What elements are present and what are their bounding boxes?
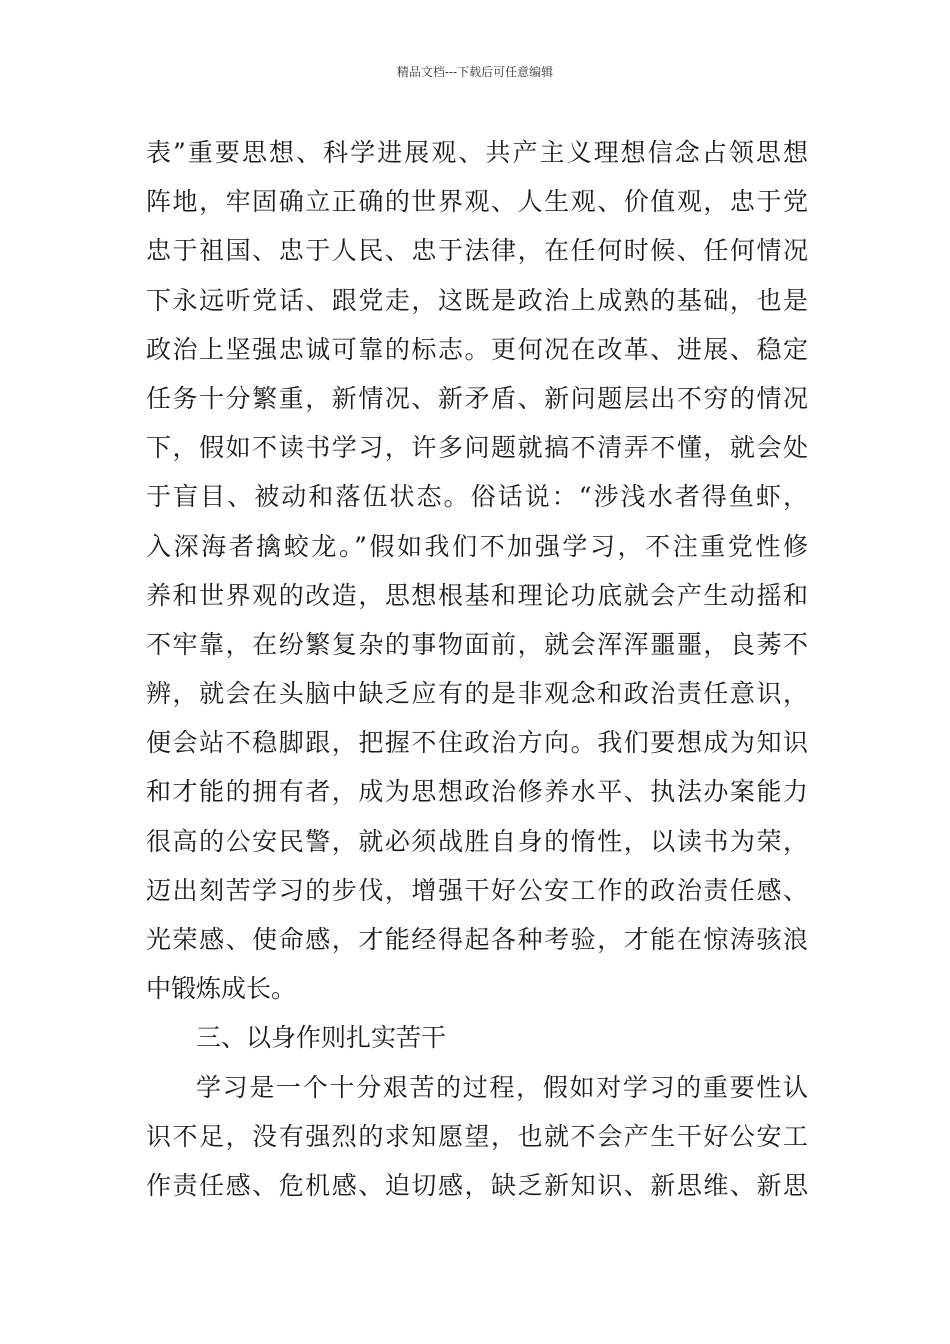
paragraph-line: 下，假如不读书学习，许多问题就搞不清弄不懂，就会处 (146, 433, 808, 463)
paragraph-line: 很高的公安民警，就必须战胜自身的惰性，以读书为荣， (146, 826, 808, 856)
page-header: 精品文档---下载后可任意编辑 (396, 65, 554, 79)
paragraph-line: 便会站不稳脚跟，把握不住政治方向。我们要想成为知识 (146, 728, 808, 758)
paragraph-line: 表”重要思想、科学进展观、共产主义理想信念占领思想 (146, 138, 808, 167)
paragraph-line: 识不足，没有强烈的求知愿望，也就不会产生干好公安工 (146, 1121, 808, 1151)
paragraph-line: 阵地，牢固确立正确的世界观、人生观、价值观，忠于党 (146, 187, 808, 217)
paragraph-line: 辨，就会在头脑中缺乏应有的是非观念和政治责任意识， (146, 679, 808, 709)
paragraph-line: 不牢靠，在纷繁复杂的事物面前，就会浑浑噩噩，良莠不 (146, 629, 808, 659)
paragraph-line: 入深海者擒蛟龙。”假如我们不加强学习，不注重党性修 (146, 531, 808, 561)
paragraph-line: 学习是一个十分艰苦的过程，假如对学习的重要性认 (196, 1072, 808, 1102)
paragraph-line: 光荣感、使命感，才能经得起各种考验，才能在惊涛骇浪 (146, 925, 808, 954)
paragraph-line: 忠于祖国、忠于人民、忠于法律，在任何时候、任何情况 (146, 236, 808, 266)
paragraph-line: 下永远听党话、跟党走，这既是政治上成熟的基础，也是 (146, 285, 808, 315)
document-body (146, 128, 808, 1210)
paragraph-line: 和才能的拥有者，成为思想政治修养水平、执法办案能力 (146, 777, 808, 807)
paragraph-line: 政治上坚强忠诚可靠的标志。更何况在改革、进展、稳定 (146, 334, 808, 364)
paragraph-line: 任务十分繁重，新情况、新矛盾、新问题层出不穷的情况 (146, 383, 808, 413)
paragraph-line: 于盲目、被动和落伍状态。俗话说：“涉浅水者得鱼虾， (146, 482, 808, 512)
paragraph-line: 中锻炼成长。 (146, 974, 297, 1004)
paragraph-line: 迈出刻苦学习的步伐，增强干好公安工作的政治责任感、 (146, 875, 808, 905)
section-heading: 三、以身作则扎实苦干 (196, 1023, 447, 1053)
paragraph-line: 养和世界观的改造，思想根基和理论功底就会产生动摇和 (146, 580, 808, 610)
paragraph-line: 作责任感、危机感、迫切感，缺乏新知识、新思维、新思 (146, 1170, 808, 1200)
